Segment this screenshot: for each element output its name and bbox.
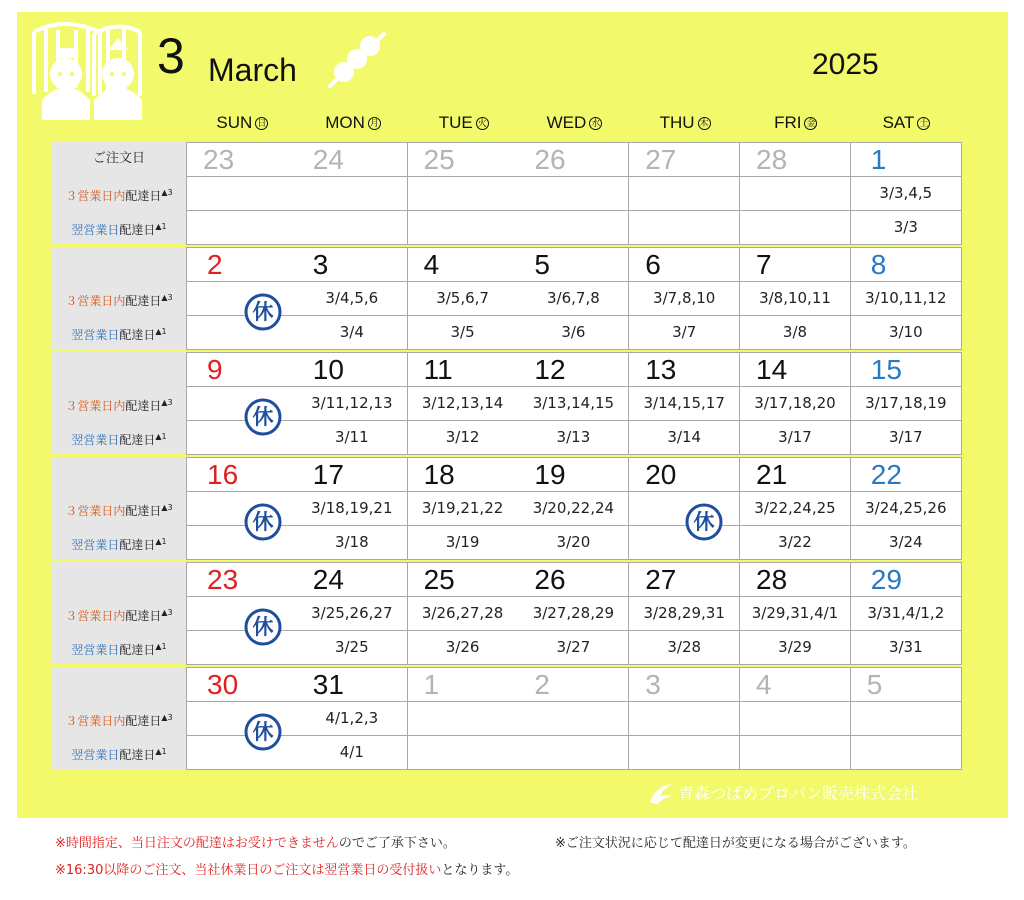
- divider: [408, 420, 518, 421]
- day-number: 28: [756, 144, 788, 175]
- divider: [629, 420, 739, 421]
- next-day-delivery-date: 3/12: [445, 428, 480, 446]
- three-day-delivery-label: ３営業日内配達日$^{▲3}$: [65, 713, 173, 728]
- divider: [740, 701, 850, 702]
- day-cell[interactable]: [851, 562, 962, 665]
- week-row: [52, 142, 962, 244]
- next-day-delivery-date: 3/24: [888, 533, 923, 551]
- divider: [408, 281, 518, 282]
- day-cell[interactable]: [408, 667, 519, 770]
- divider: [518, 420, 628, 421]
- dango-icon: [326, 28, 388, 90]
- divider: [518, 701, 628, 702]
- divider: [518, 210, 628, 211]
- divider: [740, 596, 850, 597]
- divider: [851, 210, 961, 211]
- divider: [408, 525, 518, 526]
- day-number: 6: [645, 249, 661, 280]
- three-day-delivery-dates: 3/13,14,15: [532, 394, 615, 412]
- day-number: 29: [870, 564, 902, 595]
- day-number: 27: [645, 564, 677, 595]
- day-cell[interactable]: [408, 142, 519, 245]
- day-cell[interactable]: [629, 667, 740, 770]
- day-number: 19: [534, 459, 566, 490]
- divider: [851, 525, 961, 526]
- divider: [518, 281, 628, 282]
- next-day-delivery-date: 3/3: [893, 218, 918, 236]
- divider: [629, 701, 739, 702]
- day-number: 11: [423, 354, 453, 385]
- row-labels: [52, 457, 186, 559]
- day-cell[interactable]: [408, 457, 519, 560]
- next-day-delivery-label: 翌営業日配達日$^{▲1}$: [71, 537, 167, 552]
- day-number: 20: [645, 459, 677, 490]
- dow-mon: MON 月: [325, 113, 379, 132]
- svg-text:休: 休: [693, 510, 715, 534]
- holiday-mark-icon: [243, 292, 283, 332]
- day-cell[interactable]: [740, 352, 851, 455]
- divider: [408, 735, 518, 736]
- three-day-delivery-dates: 3/12,13,14: [421, 394, 504, 412]
- day-cell[interactable]: [851, 352, 962, 455]
- divider: [629, 491, 739, 492]
- three-day-delivery-dates: 3/18,19,21: [311, 499, 393, 517]
- day-cell[interactable]: [740, 457, 851, 560]
- divider: [518, 525, 628, 526]
- divider: [740, 525, 850, 526]
- divider: [187, 701, 297, 702]
- day-number: 24: [312, 564, 344, 595]
- day-cell[interactable]: [408, 247, 519, 350]
- day-number: 1: [423, 669, 440, 700]
- divider: [408, 701, 518, 702]
- dow-tue: TUE 火: [438, 113, 487, 132]
- three-day-delivery-dates: 3/29,31,4/1: [751, 604, 839, 622]
- next-day-delivery-date: 3/6: [561, 323, 586, 341]
- day-number: 26: [534, 144, 566, 175]
- three-day-delivery-dates: 3/3,4,5: [879, 184, 933, 202]
- divider: [740, 491, 850, 492]
- divider: [851, 596, 961, 597]
- divider: [187, 386, 297, 387]
- dow-sun: SUN 日: [216, 113, 267, 132]
- day-number: 30: [207, 669, 239, 700]
- next-day-delivery-date: 3/31: [888, 638, 923, 656]
- divider: [297, 491, 407, 492]
- divider: [851, 420, 961, 421]
- day-cell[interactable]: [408, 562, 519, 665]
- day-number: 31: [312, 669, 344, 700]
- day-cell[interactable]: [851, 142, 962, 245]
- holiday-mark-icon: [243, 712, 283, 752]
- divider: [518, 176, 628, 177]
- next-day-delivery-date: 3/19: [445, 533, 480, 551]
- divider: [851, 176, 961, 177]
- row-labels: [52, 247, 186, 349]
- divider: [297, 630, 407, 631]
- day-cell[interactable]: [186, 352, 298, 455]
- divider: [518, 735, 628, 736]
- svg-text:休: 休: [252, 720, 274, 744]
- next-day-delivery-date: 3/18: [334, 533, 369, 551]
- week-row: [52, 352, 962, 454]
- divider: [408, 491, 518, 492]
- next-day-delivery-label: 翌営業日配達日$^{▲1}$: [71, 747, 167, 762]
- three-day-delivery-label: ３営業日内配達日$^{▲3}$: [65, 293, 173, 308]
- order-date-label: ご注文日: [92, 151, 145, 166]
- three-day-delivery-dates: 3/11,12,13: [311, 394, 393, 412]
- svg-text:休: 休: [252, 510, 274, 534]
- divider: [851, 491, 961, 492]
- three-day-delivery-dates: 3/26,27,28: [421, 604, 504, 622]
- day-number: 28: [756, 564, 788, 595]
- next-day-delivery-date: 3/26: [445, 638, 480, 656]
- day-cell[interactable]: [851, 457, 962, 560]
- holiday-mark-icon: [243, 397, 283, 437]
- divider: [297, 525, 407, 526]
- day-number: 26: [534, 564, 566, 595]
- day-number: 27: [645, 144, 677, 175]
- divider: [408, 630, 518, 631]
- three-day-delivery-dates: 3/7,8,10: [653, 289, 716, 307]
- day-cell[interactable]: [851, 667, 962, 770]
- day-number: 22: [870, 459, 902, 490]
- row-labels: [52, 352, 186, 454]
- next-day-delivery-date: 3/17: [888, 428, 923, 446]
- divider: [629, 386, 739, 387]
- divider: [408, 596, 518, 597]
- divider: [518, 386, 628, 387]
- divider: [187, 210, 297, 211]
- hina-doll-icon: [28, 16, 148, 122]
- company-name: 青森つばめプロパン販売株式会社: [678, 784, 919, 803]
- day-number: 5: [534, 249, 550, 280]
- three-day-delivery-dates: 3/19,21,22: [421, 499, 504, 517]
- day-cell[interactable]: [629, 352, 740, 455]
- month-name: March: [208, 52, 297, 88]
- divider: [851, 701, 961, 702]
- day-number: 3: [645, 669, 661, 700]
- day-number: 1: [870, 144, 887, 175]
- next-day-delivery-date: 3/11: [334, 428, 369, 446]
- day-cell[interactable]: [186, 247, 298, 350]
- day-cell[interactable]: [740, 562, 851, 665]
- next-day-delivery-date: 3/29: [778, 638, 812, 656]
- row-labels: [52, 667, 186, 769]
- dow-thu: THU 木: [659, 113, 709, 132]
- day-number: 3: [312, 249, 329, 280]
- divider: [629, 176, 739, 177]
- note-delivery-change: ※ご注文状況に応じて配達日が変更になる場合がございます。: [555, 836, 916, 851]
- three-day-delivery-dates: 3/28,29,31: [643, 604, 725, 622]
- day-cell[interactable]: [297, 247, 408, 350]
- day-of-week-header: [187, 110, 962, 136]
- day-cell[interactable]: [851, 247, 962, 350]
- day-number: 15: [870, 354, 902, 385]
- day-cell[interactable]: [186, 142, 298, 245]
- next-day-delivery-date: 3/22: [778, 533, 812, 551]
- next-day-delivery-date: 3/27: [556, 638, 591, 656]
- day-cell[interactable]: [297, 562, 408, 665]
- next-day-delivery-date: 3/20: [556, 533, 591, 551]
- day-number: 23: [203, 144, 235, 175]
- day-cell[interactable]: [297, 352, 408, 455]
- divider: [518, 630, 628, 631]
- divider: [740, 210, 850, 211]
- day-number: 23: [207, 564, 239, 595]
- divider: [408, 210, 518, 211]
- divider: [297, 735, 407, 736]
- divider: [629, 735, 739, 736]
- next-day-delivery-date: 3/14: [667, 428, 702, 446]
- three-day-delivery-dates: 3/14,15,17: [643, 394, 725, 412]
- divider: [740, 386, 850, 387]
- company-brand: [648, 780, 948, 808]
- day-cell[interactable]: [186, 562, 298, 665]
- divider: [851, 386, 961, 387]
- day-number: 7: [756, 249, 772, 280]
- three-day-delivery-label: ３営業日内配達日$^{▲3}$: [65, 398, 173, 413]
- day-cell[interactable]: [408, 352, 519, 455]
- next-day-delivery-label: 翌営業日配達日$^{▲1}$: [71, 432, 167, 447]
- divider: [518, 315, 628, 316]
- day-cell[interactable]: [629, 142, 740, 245]
- divider: [740, 420, 850, 421]
- three-day-delivery-dates: 3/10,11,12: [865, 289, 947, 307]
- note-no-time-specification: ※時間指定、当日注文の配達はお受けできませんのでご了承下さい。: [55, 836, 456, 851]
- swallow-logo-icon: [648, 782, 674, 806]
- divider: [187, 596, 297, 597]
- day-cell[interactable]: [297, 457, 408, 560]
- day-number: 4: [756, 669, 772, 700]
- divider: [297, 420, 407, 421]
- three-day-delivery-label: ３営業日内配達日$^{▲3}$: [65, 503, 173, 518]
- day-cell[interactable]: [740, 247, 851, 350]
- day-number: 18: [423, 459, 455, 490]
- day-cell[interactable]: [518, 247, 629, 350]
- year: 2025: [812, 48, 879, 81]
- divider: [851, 630, 961, 631]
- next-day-delivery-label: 翌営業日配達日$^{▲1}$: [71, 642, 167, 657]
- next-day-delivery-date: 3/7: [672, 323, 697, 341]
- day-number: 9: [207, 354, 223, 385]
- day-cell[interactable]: [518, 352, 629, 455]
- day-number: 16: [207, 459, 239, 490]
- week-row: [52, 562, 962, 664]
- day-cell[interactable]: [629, 562, 740, 665]
- divider: [629, 630, 739, 631]
- day-cell[interactable]: [629, 457, 740, 560]
- next-day-delivery-date: 3/4: [339, 323, 364, 341]
- svg-text:休: 休: [252, 300, 274, 324]
- day-number: 4: [423, 249, 440, 280]
- day-cell[interactable]: [297, 667, 408, 770]
- week-row: [52, 247, 962, 349]
- three-day-delivery-dates: 3/8,10,11: [759, 289, 831, 307]
- holiday-mark-icon: [243, 607, 283, 647]
- day-cell[interactable]: [740, 667, 851, 770]
- next-day-delivery-date: 3/10: [888, 323, 923, 341]
- next-day-delivery-date: 3/25: [334, 638, 369, 656]
- svg-text:休: 休: [252, 615, 274, 639]
- divider: [851, 735, 961, 736]
- note-cutoff-time: ※16:30以降のご注文、当社休業日のご注文は翌営業日の受付扱いとなります。: [55, 863, 519, 878]
- divider: [629, 281, 739, 282]
- day-number: 12: [534, 354, 566, 385]
- divider: [297, 281, 407, 282]
- day-number: 25: [423, 564, 455, 595]
- day-cell[interactable]: [297, 142, 408, 245]
- divider: [187, 281, 297, 282]
- day-cell[interactable]: [518, 457, 629, 560]
- week-row: [52, 457, 962, 559]
- next-day-delivery-date: 3/28: [667, 638, 702, 656]
- divider: [297, 176, 407, 177]
- divider: [740, 281, 850, 282]
- divider: [740, 735, 850, 736]
- day-number: 17: [312, 459, 344, 490]
- next-day-delivery-date: 3/8: [782, 323, 808, 341]
- three-day-delivery-dates: 3/6,7,8: [547, 289, 600, 307]
- three-day-delivery-label: ３営業日内配達日$^{▲3}$: [65, 188, 173, 203]
- day-number: 24: [312, 144, 344, 175]
- dow-fri: FRI 金: [774, 113, 816, 132]
- day-cell[interactable]: [518, 562, 629, 665]
- divider: [297, 596, 407, 597]
- three-day-delivery-dates: 3/31,4/1,2: [867, 604, 945, 622]
- day-number: 10: [312, 354, 344, 385]
- day-number: 14: [756, 354, 788, 385]
- dow-wed: WED 水: [546, 113, 601, 132]
- divider: [518, 491, 628, 492]
- divider: [740, 315, 850, 316]
- three-day-delivery-dates: 3/25,26,27: [311, 604, 393, 622]
- divider: [740, 176, 850, 177]
- next-day-delivery-label: 翌営業日配達日$^{▲1}$: [71, 222, 167, 237]
- week-row: [52, 667, 962, 769]
- day-number: 13: [645, 354, 677, 385]
- three-day-delivery-dates: 3/24,25,26: [865, 499, 947, 517]
- divider: [740, 630, 850, 631]
- day-cell[interactable]: [518, 667, 629, 770]
- three-day-delivery-dates: 3/17,18,19: [865, 394, 947, 412]
- day-number: 8: [870, 249, 887, 280]
- three-day-delivery-dates: 3/20,22,24: [532, 499, 615, 517]
- three-day-delivery-dates: 3/27,28,29: [532, 604, 615, 622]
- row-labels: [52, 142, 186, 244]
- day-cell[interactable]: [518, 142, 629, 245]
- day-cell[interactable]: [629, 247, 740, 350]
- three-day-delivery-dates: 3/4,5,6: [325, 289, 379, 307]
- day-cell[interactable]: [186, 667, 298, 770]
- divider: [851, 281, 961, 282]
- divider: [297, 701, 407, 702]
- divider: [297, 210, 407, 211]
- divider: [297, 315, 407, 316]
- holiday-mark-icon: [684, 502, 724, 542]
- holiday-mark-icon: [243, 502, 283, 542]
- next-day-delivery-date: 3/13: [556, 428, 591, 446]
- day-cell[interactable]: [186, 457, 298, 560]
- divider: [629, 315, 739, 316]
- three-day-delivery-dates: 4/1,2,3: [325, 709, 379, 727]
- divider: [408, 176, 518, 177]
- next-day-delivery-date: 4/1: [339, 743, 364, 761]
- divider: [629, 210, 739, 211]
- next-day-delivery-date: 3/17: [778, 428, 812, 446]
- next-day-delivery-label: 翌営業日配達日$^{▲1}$: [71, 327, 167, 342]
- divider: [629, 596, 739, 597]
- day-number: 2: [207, 249, 223, 280]
- day-cell[interactable]: [740, 142, 851, 245]
- divider: [187, 491, 297, 492]
- divider: [297, 386, 407, 387]
- three-day-delivery-dates: 3/5,6,7: [436, 289, 489, 307]
- three-day-delivery-label: ３営業日内配達日$^{▲3}$: [65, 608, 173, 623]
- divider: [408, 386, 518, 387]
- svg-text:休: 休: [252, 405, 274, 429]
- day-number: 5: [866, 669, 883, 700]
- three-day-delivery-dates: 3/22,24,25: [754, 499, 836, 517]
- divider: [187, 176, 297, 177]
- divider: [518, 596, 628, 597]
- next-day-delivery-date: 3/5: [450, 323, 475, 341]
- day-number: 21: [756, 459, 788, 490]
- dow-sat: SAT 土: [882, 113, 929, 132]
- row-labels: [52, 562, 186, 664]
- day-number: 2: [534, 669, 550, 700]
- divider: [408, 315, 518, 316]
- three-day-delivery-dates: 3/17,18,20: [754, 394, 836, 412]
- day-number: 25: [423, 144, 455, 175]
- month-number: 3: [157, 28, 185, 84]
- divider: [851, 315, 961, 316]
